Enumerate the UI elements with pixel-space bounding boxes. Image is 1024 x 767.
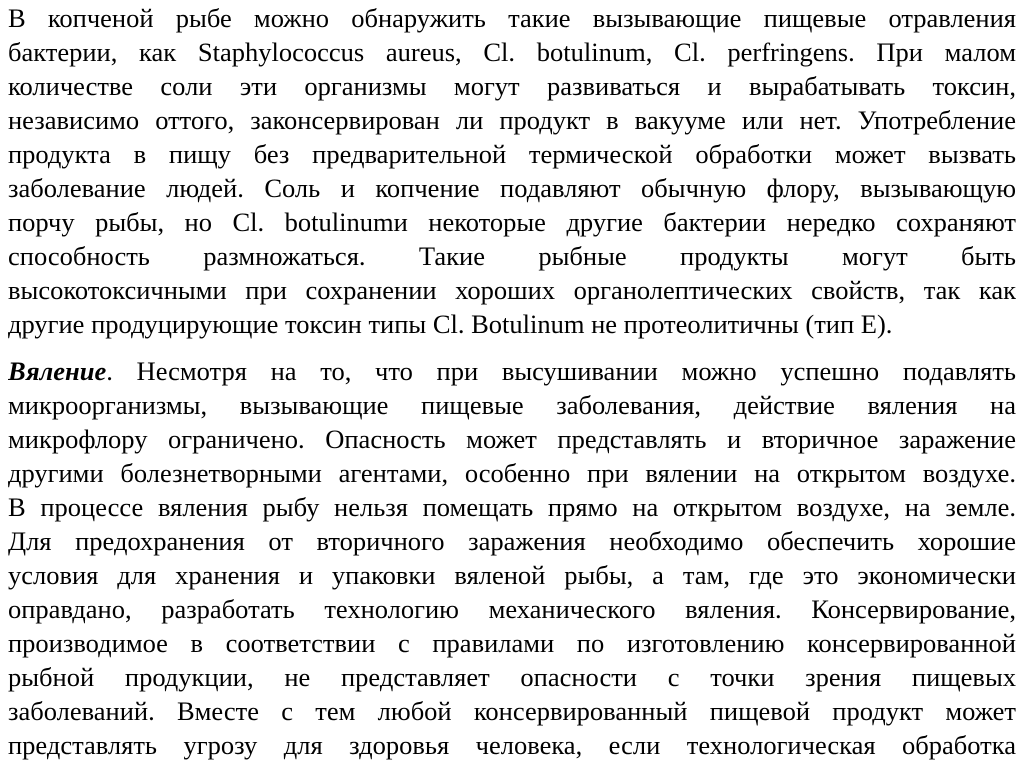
text-line: независимо оттого, законсервирован ли продукт в вакууме или нет. Употребление [8, 105, 1016, 135]
text-line: производимое в соответствии с правилами по изготовлению консервированной [8, 628, 1016, 658]
text-line: другими болезнетворными агентами, особенно при вялении на открытом воздухе. [8, 458, 1016, 488]
text-line: другие продуцирующие токсин типы Cl. Botulinum не протеолитичны (тип Е). [8, 309, 893, 339]
text-line: способность размножаться. Такие рыбные продукты могут быть [8, 241, 1016, 271]
text-line: представлять угрозу для здоровья человека, если технологическая обработка [8, 730, 1016, 760]
text-line: заболеваний. Вместе с тем любой консервированный пищевой продукт может [8, 696, 1016, 726]
section-term: Вяление [8, 356, 107, 386]
text-line: В процессе вяления рыбу нельзя помещать прямо на открытом воздухе, на земле. [8, 492, 1016, 522]
text-line: продукта в пищу без предварительной термической обработки может вызвать [8, 139, 1016, 169]
text-line: порчу рыбы, но Cl. botulinumи некоторые другие бактерии нередко сохраняют [8, 207, 1016, 237]
text-line: микроорганизмы, вызывающие пищевые заболевания, действие вяления на [8, 390, 1016, 420]
text-line: условия для хранения и упаковки вяленой рыбы, а там, где это экономически [8, 560, 1016, 590]
text-line: бактерии, как Staphylococcus aureus, Cl. botulinum, Cl. perfringens. При малом [8, 37, 1016, 67]
paragraph-drying [8, 354, 1016, 762]
text-line: Для предохранения от вторичного заражения необходимо обеспечить хорошие [8, 526, 1016, 556]
text-line-first [8, 354, 1016, 388]
text-line: оправдано, разработать технологию механического вяления. Консервирование, [8, 594, 1016, 624]
text-line: количестве соли эти организмы могут развиваться и вырабатывать токсин, [8, 71, 1016, 101]
first-line-text: . Несмотря на то, что при высушивании можно успешно подавлять [106, 356, 1016, 386]
text-line: заболевание людей. Соль и копчение подавляют обычную флору, вызывающую [8, 173, 1016, 203]
text-line: В копченой рыбе можно обнаружить такие вызывающие пищевые отравления [8, 3, 1016, 33]
text-line: высокотоксичными при сохранении хороших органолептических свойств, так как [8, 275, 1016, 305]
text-line: микрофлору ограничено. Опасность может представлять и вторичное заражение [8, 424, 1016, 454]
text-line: рыбной продукции, не представляет опасности с точки зрения пищевых [8, 662, 1016, 692]
paragraph-smoked-fish [8, 1, 1016, 341]
